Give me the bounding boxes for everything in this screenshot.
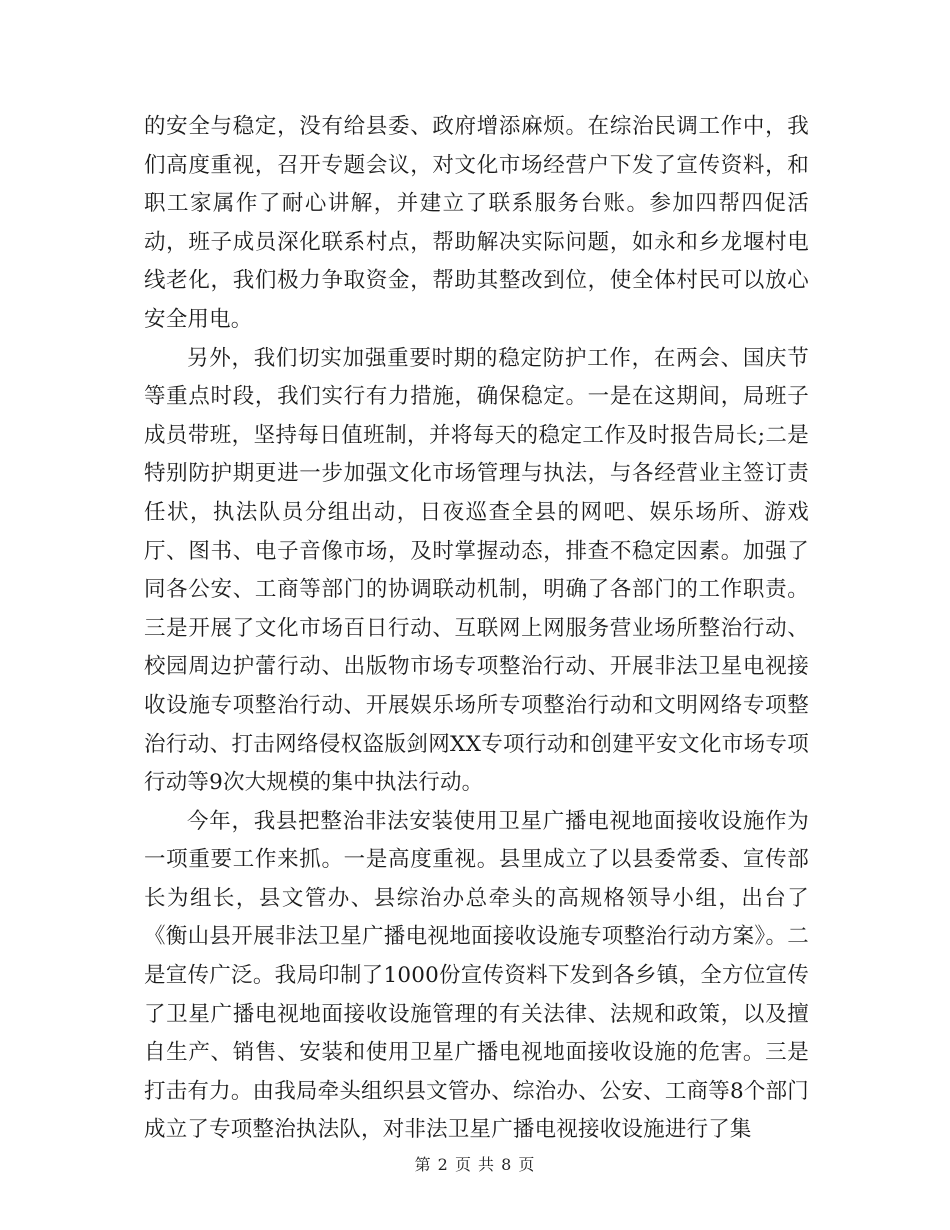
- page-footer: 第 2 页 共 8 页: [414, 1155, 536, 1174]
- paragraph-1: 的安全与稳定，没有给县委、政府增添麻烦。在综治民调工作中，我们高度重视，召开专题会议，对文化市场经营户下发了宣传资料，和职工家属作了耐心讲解，并建立了联系服务台账。参加四帮四促活动，班子成员深化联系村点，帮助解决实际问题，如永和乡龙堰村电线老化，我们极力争取资金，帮助其整改到位，使全体村民可以放心安全用电。: [144, 114, 809, 332]
- paragraph-2: 另外，我们切实加强重要时期的稳定防护工作，在两会、国庆节等重点时段，我们实行有力措施，确保稳定。一是在这期间，局班子成员带班，坚持每日值班制，并将每天的稳定工作及时报告局长;二是特别防护期更进一步加强文化市场管理与执法，与各经营业主签订责任状，执法队员分组出动，日夜巡查全县的网吧、娱乐场所、游戏厅、图书、电子音像市场，及时掌握动态，排查不稳定因素。加强了同各公安、工商等部门的协调联动机制，明确了各部门的工作职责。三是开展了文化市场百日行动、互联网上网服务营业场所整治行动、校园周边护蕾行动、出版物市场专项整治行动、开展非法卫星电视接收设施专项整治行动、开展娱乐场所专项整治行动和文明网络专项整治行动、打击网络侵权盗版剑网XX专项行动和创建平安文化市场专项行动等9次大规模的集中执法行动。: [144, 345, 809, 796]
- document-body: [144, 108, 809, 1150]
- paragraph-3: 今年，我县把整治非法安装使用卫星广播电视地面接收设施作为一项重要工作来抓。一是高度重视。县里成立了以县委常委、宣传部长为组长，县文管办、县综治办总牵头的高规格领导小组，出台了《衡山县开展非法卫星广播电视地面接收设施专项整治行动方案》。二是宣传广泛。我局印制了1000份宣传资料下发到各乡镇，全方位宣传了卫星广播电视地面接收设施管理的有关法律、法规和政策，以及擅自生产、销售、安装和使用卫星广播电视地面接收设施的危害。三是打击有力。由我局牵头组织县文管办、综治办、公安、工商等8个部门成立了专项整治执法队，对非法卫星广播电视接收设施进行了集: [144, 808, 809, 1143]
